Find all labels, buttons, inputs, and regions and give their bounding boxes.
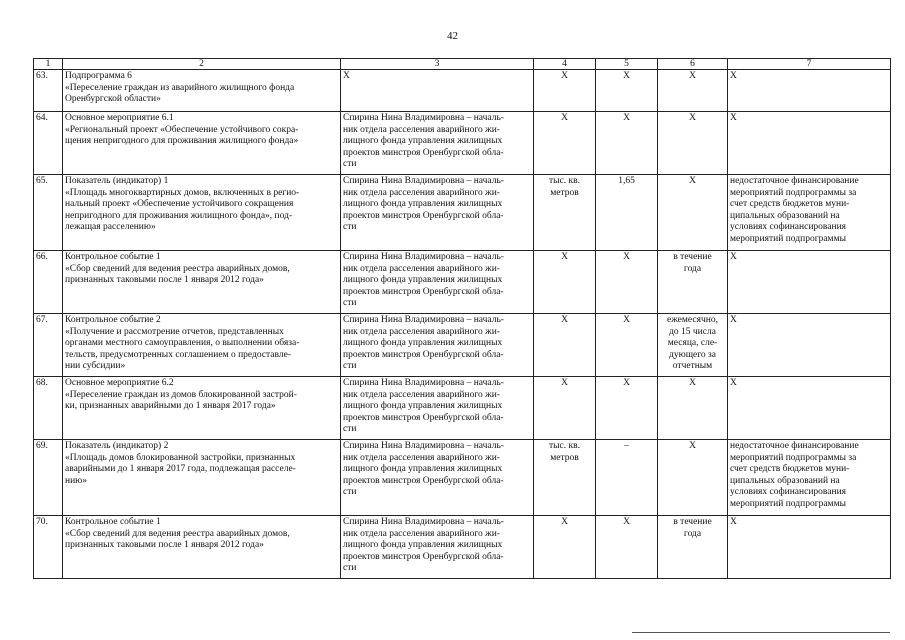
row-number: 65. (34, 175, 63, 251)
risk-cell-line: счет средств бюджетов муни- (730, 464, 850, 474)
item-description-line: «Сбор сведений для ведения реестра аварийных домов, (65, 528, 290, 539)
value-cell (596, 440, 658, 516)
item-description-line: «Получение и рассмотрение отчетов, представленных (65, 326, 284, 337)
risk-cell (728, 175, 891, 251)
table-row (34, 516, 891, 579)
responsible-person-line: проектов минстроя Оренбургской обла- (343, 349, 504, 360)
item-description-line: Контрольное событие 1 (65, 517, 161, 527)
deadline-cell-line: ежемесячно, (667, 315, 718, 325)
item-description-line: щения непригодного для проживания жилищного фонда» (65, 136, 299, 146)
unit-cell (534, 112, 596, 175)
responsible-person-line: ник отдела расселения аварийного жи- (343, 263, 500, 274)
responsible-person-line: Спирина Нина Владимировна – началь- (343, 113, 504, 123)
unit-cell-line: Х (561, 315, 568, 325)
table-row (34, 112, 891, 175)
value-cell-line: – (624, 441, 629, 451)
responsible-person-line: сти (343, 298, 357, 308)
responsible-person-line: ник отдела расселения аварийного жи- (343, 528, 500, 539)
item-description-line: признанных таковыми после 1 января 2012 года» (65, 275, 264, 285)
unit-cell-line: метров (550, 452, 579, 463)
item-description (63, 440, 341, 516)
item-description-line: «Региональный проект «Обеспечение устойчивого сокра- (65, 124, 299, 135)
risk-cell-line: мероприятий подпрограммы (730, 233, 846, 244)
row-number: 70. (34, 516, 63, 579)
risk-cell-line: счет средств бюджетов муни- (730, 199, 850, 209)
item-description-line: ки, признанных аварийными до 1 января 2017 года» (65, 401, 276, 411)
deadline-cell-line: в течение (673, 517, 712, 527)
deadline-cell-line: до 15 числа (669, 326, 716, 337)
responsible-person (341, 516, 534, 579)
table-row (34, 70, 891, 112)
responsible-person-line: проектов минстроя Оренбургской обла- (343, 475, 504, 486)
unit-cell (534, 175, 596, 251)
responsible-person-line: проектов минстроя Оренбургской обла- (343, 147, 504, 158)
value-cell (596, 175, 658, 251)
unit-cell-line: Х (561, 71, 568, 81)
value-cell (596, 70, 658, 112)
deadline-cell-line: года (683, 263, 702, 274)
unit-cell-line: Х (561, 517, 568, 527)
row-number: 67. (34, 314, 63, 377)
responsible-person (341, 112, 534, 175)
item-description-line: нию» (65, 475, 88, 486)
responsible-person-line: сти (343, 424, 357, 434)
responsible-person-line: Спирина Нина Владимировна – началь- (343, 517, 504, 527)
header-row (34, 59, 891, 70)
table-row (34, 251, 891, 314)
unit-cell (534, 314, 596, 377)
item-description-line: «Площадь домов блокированной застройки, признанных (65, 452, 296, 463)
responsible-person-line: проектов минстроя Оренбургской обла- (343, 210, 504, 221)
risk-cell-line: условиях софинансирования (730, 487, 847, 497)
risk-cell-line: ципальных образований на (730, 210, 840, 221)
item-description-line: Показатель (индикатор) 2 (65, 441, 169, 451)
column-header-1: 1 (34, 59, 63, 70)
value-cell-line: Х (623, 378, 630, 388)
item-description-line: признанных таковыми после 1 января 2012 года» (65, 540, 264, 550)
value-cell (596, 314, 658, 377)
item-description (63, 70, 341, 112)
risk-cell-line: мероприятий подпрограммы за (730, 187, 857, 198)
item-description-line: органами местного самоуправления, о выполнении обяза- (65, 338, 300, 348)
item-description (63, 175, 341, 251)
footer-rule (632, 632, 890, 633)
item-description (63, 112, 341, 175)
item-description-line: «Переселение граждан из аварийного жилищного фонда (65, 82, 295, 93)
unit-cell (534, 70, 596, 112)
item-description (63, 251, 341, 314)
column-header-7: 7 (728, 59, 891, 70)
risk-cell (728, 251, 891, 314)
risk-cell-line: мероприятий подпрограммы (730, 498, 846, 509)
responsible-person-line: лищного фонда управления жилищных (343, 540, 503, 550)
item-description-line: Контрольное событие 1 (65, 252, 161, 262)
responsible-person-line: лищного фонда управления жилищных (343, 464, 503, 474)
row-number: 63. (34, 70, 63, 112)
responsible-person-line: проектов минстроя Оренбургской обла- (343, 551, 504, 562)
item-description-line: Оренбургской области» (65, 94, 161, 104)
item-description-line: нии субсидии» (65, 361, 126, 371)
responsible-person-line: лищного фонда управления жилищных (343, 199, 503, 209)
responsible-person-line: лищного фонда управления жилищных (343, 338, 503, 348)
column-header-5: 5 (596, 59, 658, 70)
deadline-cell-line: года (683, 528, 702, 539)
unit-cell-line: тыс. кв. (549, 176, 580, 186)
responsible-person-line: Спирина Нина Владимировна – началь- (343, 315, 504, 325)
risk-cell-line: недостаточное финансирование (730, 441, 859, 451)
risk-cell (728, 314, 891, 377)
value-cell-line: Х (623, 113, 630, 123)
item-description-line: непригодного для проживания жилищного фонда», под- (65, 210, 293, 221)
responsible-person-line: сти (343, 159, 357, 169)
responsible-person (341, 175, 534, 251)
deadline-cell-line: месяца, сле- (667, 338, 718, 348)
unit-cell-line: Х (561, 252, 568, 262)
responsible-person (341, 251, 534, 314)
table-row (34, 377, 891, 440)
risk-cell-line: ципальных образований на (730, 475, 840, 486)
risk-cell-line: Х (730, 315, 737, 325)
table-body (34, 70, 891, 579)
deadline-cell (658, 175, 728, 251)
value-cell (596, 251, 658, 314)
deadline-cell (658, 516, 728, 579)
row-number: 69. (34, 440, 63, 516)
deadline-cell (658, 314, 728, 377)
value-cell (596, 516, 658, 579)
risk-cell (728, 440, 891, 516)
deadline-cell-line: Х (689, 441, 696, 451)
responsible-person-line: лищного фонда управления жилищных (343, 136, 503, 146)
risk-cell-line: Х (730, 517, 737, 527)
value-cell-line: Х (623, 252, 630, 262)
deadline-cell (658, 112, 728, 175)
risk-cell (728, 377, 891, 440)
deadline-cell (658, 377, 728, 440)
table-row (34, 440, 891, 516)
responsible-person (341, 377, 534, 440)
row-number: 66. (34, 251, 63, 314)
item-description-line: «Переселение граждан из домов блокированной застрой- (65, 389, 297, 400)
value-cell (596, 377, 658, 440)
deadline-cell-line: Х (689, 71, 696, 81)
responsible-person-line: ник отдела расселения аварийного жи- (343, 326, 500, 337)
value-cell-line: Х (623, 315, 630, 325)
responsible-person-line: ник отдела расселения аварийного жи- (343, 389, 500, 400)
item-description-line: Подпрограмма 6 (65, 71, 132, 81)
deadline-cell-line: Х (689, 176, 696, 186)
item-description-line: Основное мероприятие 6.2 (65, 378, 174, 388)
deadline-cell-line: Х (689, 378, 696, 388)
responsible-person-line: сти (343, 222, 357, 232)
deadline-cell-line: Х (689, 113, 696, 123)
risk-cell-line: мероприятий подпрограммы за (730, 452, 857, 463)
column-header-4: 4 (534, 59, 596, 70)
item-description-line: «Сбор сведений для ведения реестра аварийных домов, (65, 263, 290, 274)
unit-cell-line: Х (561, 113, 568, 123)
item-description-line: Основное мероприятие 6.1 (65, 113, 174, 123)
unit-cell-line: Х (561, 378, 568, 388)
value-cell-line: Х (623, 517, 630, 527)
deadline-cell (658, 440, 728, 516)
responsible-person (341, 314, 534, 377)
value-cell-line: Х (623, 71, 630, 81)
deadline-cell (658, 251, 728, 314)
item-description-line: нальный проект «Обеспечение устойчивого сокращения (65, 199, 294, 209)
row-number: 64. (34, 112, 63, 175)
unit-cell-line: тыс. кв. (549, 441, 580, 451)
item-description (63, 377, 341, 440)
responsible-person-line: Спирина Нина Владимировна – началь- (343, 176, 504, 186)
unit-cell (534, 377, 596, 440)
table-row (34, 314, 891, 377)
deadline-cell-line: дующего за (669, 349, 716, 360)
table-row (34, 175, 891, 251)
item-description-line: лежащая расселению» (65, 222, 156, 232)
item-description-line: «Площадь многоквартирных домов, включенных в регио- (65, 187, 300, 198)
responsible-person-line: ник отдела расселения аварийного жи- (343, 124, 500, 135)
responsible-person (341, 70, 534, 112)
risk-cell-line: Х (730, 113, 737, 123)
unit-cell (534, 251, 596, 314)
responsible-person (341, 440, 534, 516)
deadline-cell (658, 70, 728, 112)
unit-cell (534, 440, 596, 516)
risk-cell-line: Х (730, 378, 737, 388)
responsible-person-line: лищного фонда управления жилищных (343, 401, 503, 411)
page-number: 42 (447, 30, 458, 42)
responsible-person-line: Спирина Нина Владимировна – началь- (343, 378, 504, 388)
unit-cell-line: метров (550, 187, 579, 198)
risk-cell-line: Х (730, 71, 737, 81)
responsible-person-line: сти (343, 361, 357, 371)
item-description (63, 516, 341, 579)
risk-cell-line: условиях софинансирования (730, 222, 847, 232)
column-header-3: 3 (341, 59, 534, 70)
value-cell (596, 112, 658, 175)
responsible-person-line: ник отдела расселения аварийного жи- (343, 187, 500, 198)
responsible-person-line: проектов минстроя Оренбургской обла- (343, 412, 504, 423)
item-description-line: аварийными до 1 января 2017 года, подлежащая расселе- (65, 464, 296, 474)
responsible-person-line: лищного фонда управления жилищных (343, 275, 503, 285)
item-description-line: тельств, предусмотренных соглашением о предоставле- (65, 349, 292, 360)
risk-cell (728, 70, 891, 112)
responsible-person-line: Спирина Нина Владимировна – началь- (343, 252, 504, 262)
item-description-line: Контрольное событие 2 (65, 315, 161, 325)
responsible-person-line: сти (343, 487, 357, 497)
row-number: 68. (34, 377, 63, 440)
risk-cell-line: недостаточное финансирование (730, 176, 859, 186)
responsible-person-line: сти (343, 563, 357, 573)
item-description (63, 314, 341, 377)
risk-cell (728, 112, 891, 175)
unit-cell (534, 516, 596, 579)
column-header-2: 2 (63, 59, 341, 70)
plan-table (33, 58, 891, 579)
responsible-person-line: ник отдела расселения аварийного жи- (343, 452, 500, 463)
risk-cell-line: Х (730, 252, 737, 262)
deadline-cell-line: отчетным (672, 361, 713, 371)
deadline-cell-line: в течение (673, 252, 712, 262)
risk-cell (728, 516, 891, 579)
value-cell-line: 1,65 (618, 176, 635, 186)
responsible-person-line: Х (343, 71, 350, 81)
item-description-line: Показатель (индикатор) 1 (65, 176, 169, 186)
responsible-person-line: Спирина Нина Владимировна – началь- (343, 441, 504, 451)
responsible-person-line: проектов минстроя Оренбургской обла- (343, 286, 504, 297)
column-header-6: 6 (658, 59, 728, 70)
